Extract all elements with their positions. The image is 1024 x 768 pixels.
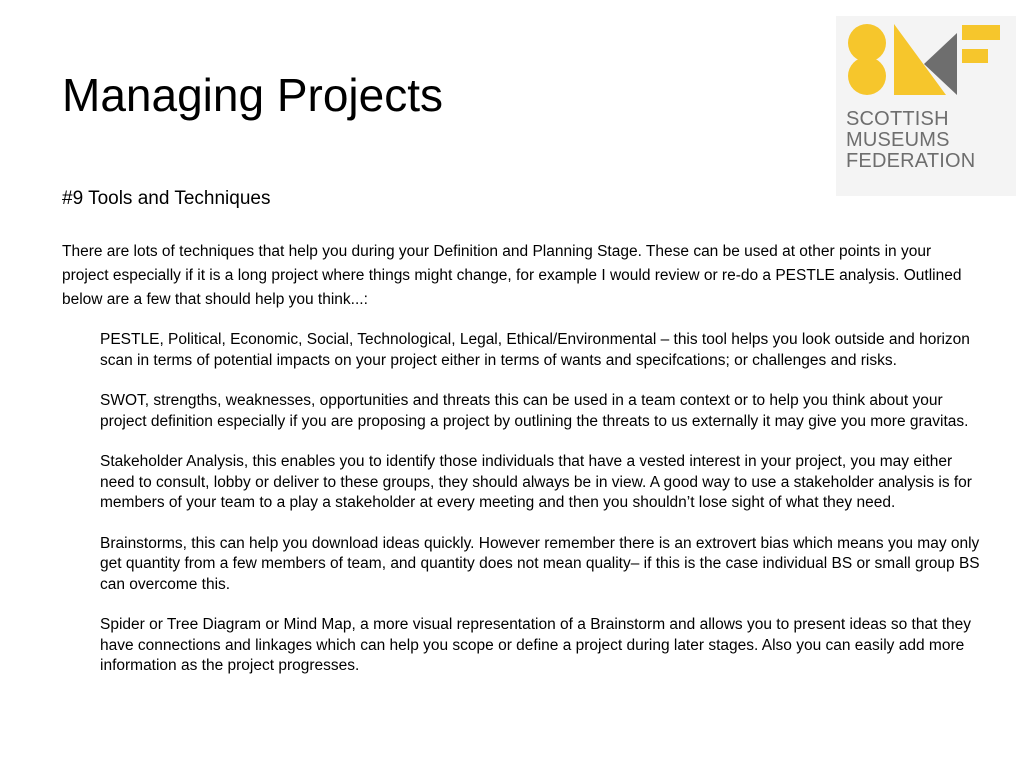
intro-paragraph: There are lots of techniques that help you during your Definition and Planning Stage. These can be used at other points in your project especially if it is a long project where things might change, for example I would review or re-do a PESTLE analysis. Outlined below are a few that should help you think...:	[62, 243, 962, 308]
technique-pestle: PESTLE, Political, Economic, Social, Technological, Legal, Ethical/Environmental – this tool helps you look outside and horizon scan in terms of potential impacts on your project either in terms of wants and specifcations; or challenges and risks.	[100, 331, 970, 369]
technique-stakeholder-analysis: Stakeholder Analysis, this enables you to identify those individuals that have a vested interest in your project, you may either need to consult, lobby or deliver to these groups, they should always be in view. A good way to use a stakeholder analysis is for members of your team to a play a stakeholder at every meeting and then you shouldn’t lose sight of what they need.	[100, 453, 972, 511]
logo-top-circle	[848, 24, 886, 62]
technique-mind-map: Spider or Tree Diagram or Mind Map, a more visual representation of a Brainstorm and allows you to present ideas so that they have connections and linkages which can help you scope or define a project during later stages. Also you can easily add more information as the project progresses.	[100, 616, 972, 674]
logo-wordmark-line: MUSEUMS	[846, 129, 950, 151]
logo-wordmark	[846, 109, 975, 172]
smf-logo-mark-icon	[836, 16, 1016, 106]
logo-wordmark-line: FEDERATION	[846, 150, 976, 172]
logo-f-middle-bar	[962, 49, 988, 63]
logo-wordmark-line: SCOTTISH	[846, 108, 949, 130]
section-subtitle: #9 Tools and Techniques	[62, 188, 271, 209]
scottish-museums-federation-logo	[836, 16, 1016, 196]
slide-title: Managing Projects	[62, 69, 443, 121]
technique-swot: SWOT, strengths, weaknesses, opportunities and threats this can be used in a team context or to help you think about your project definition especially if you are proposing a project by outlining the threats to us externally it may give you more gravitas.	[100, 392, 969, 430]
techniques-list	[100, 330, 980, 697]
logo-bottom-circle	[848, 57, 886, 95]
technique-brainstorms: Brainstorms, this can help you download ideas quickly. However remember there is an extrovert bias which means you may only get quantity from a few members of team, and quantity does not mean quality– if this is the case individual BS or small group BS can overcome this.	[100, 534, 980, 593]
logo-f-top-bar	[962, 25, 1000, 40]
